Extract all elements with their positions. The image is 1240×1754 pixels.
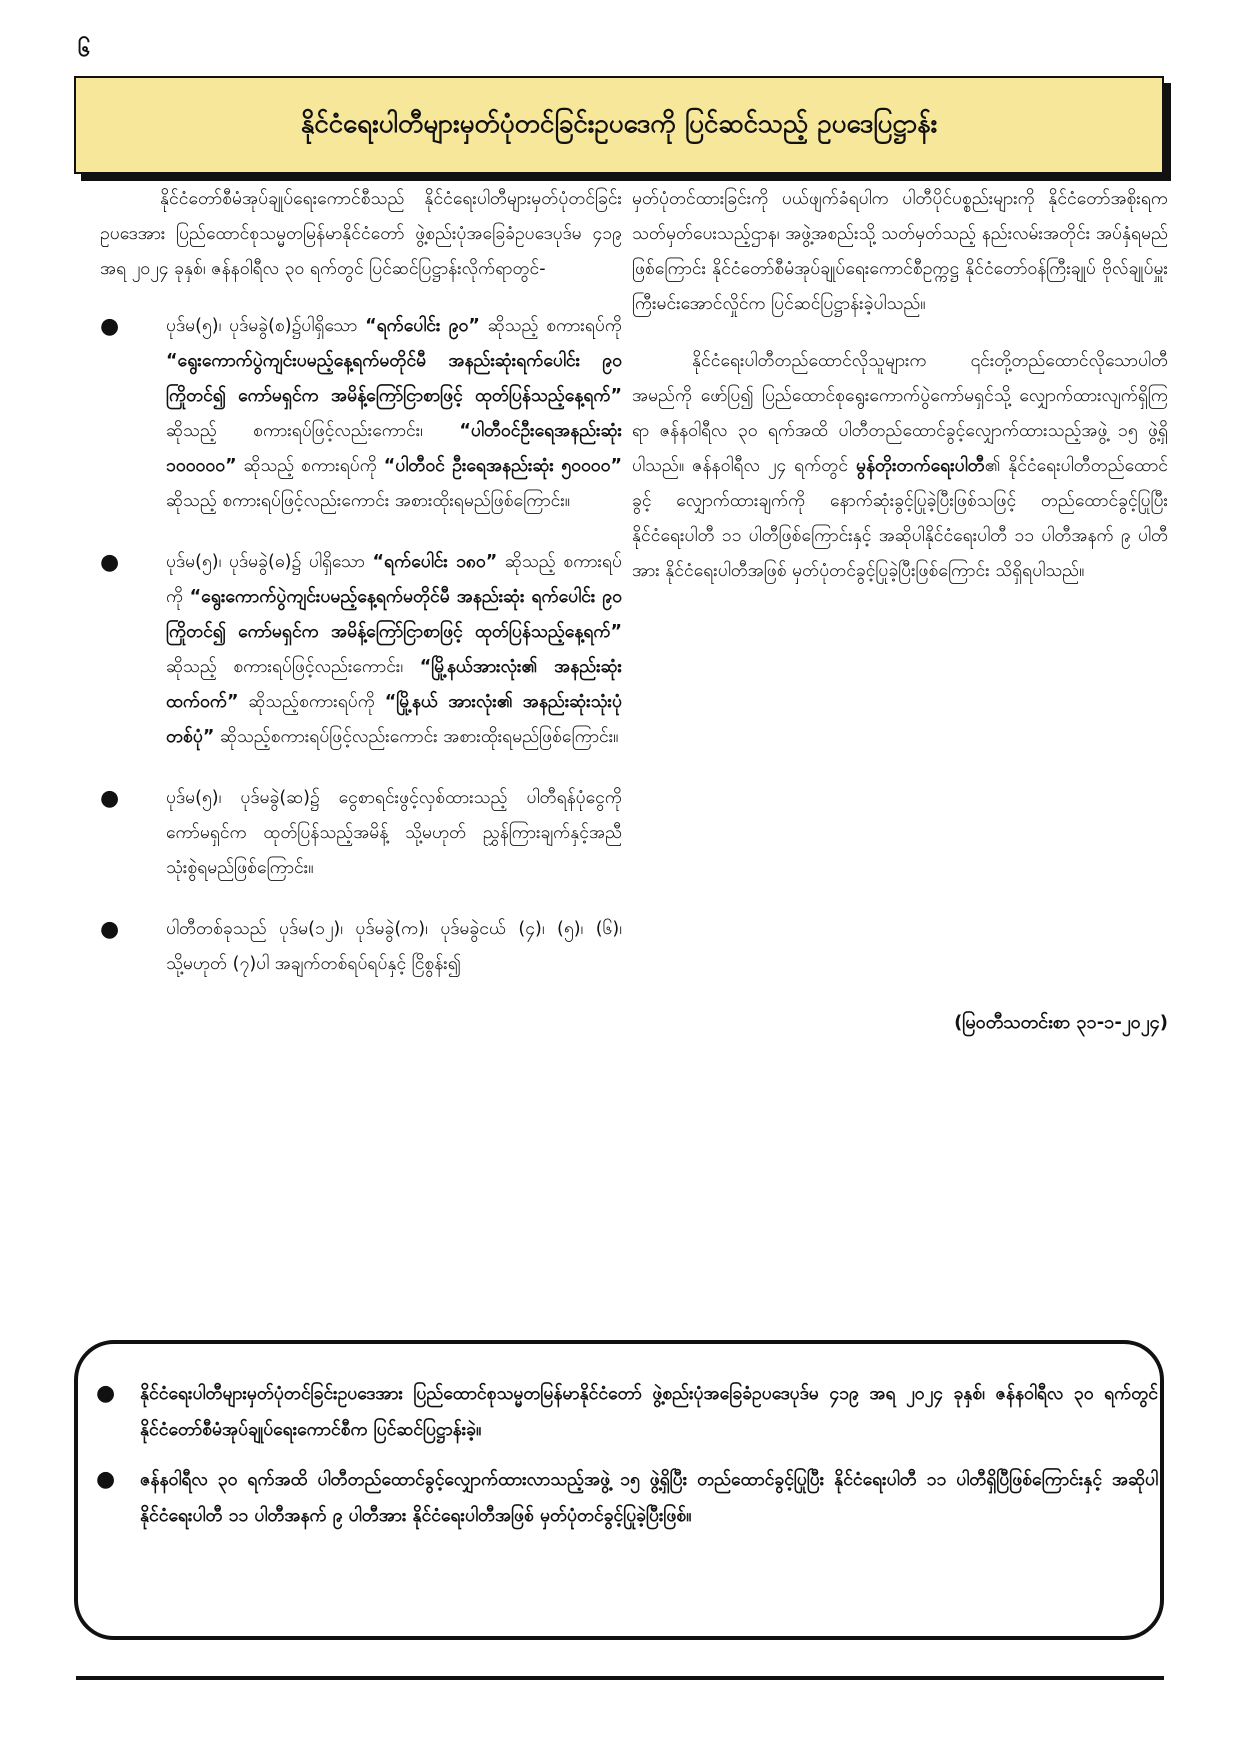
bullet-icon: ● — [100, 786, 120, 811]
summary-text: ဇန်နဝါရီလ ၃၀ ရက်အထိ ပါတီတည်ထောင်ခွင့်လျှောက်ထားလာသည့်အဖွဲ့ ၁၅ ဖွဲ့ရှိပြီး တည်ထောင်ခွင့်ပြုပြီး နိုင်ငံရေးပါတီ ၁၁ ပါတီရှိပြီဖြစ်ကြောင်းနှင့် အဆိုပါနိုင်ငံရေးပါတီ ၁၁ ပါတီအနက် ၉ ပါတီအား နိုင်ငံရေးပါတီအဖြစ် မှတ်ပုံတင်ခွင့်ပြုခဲ့ပြီးဖြစ်။ — [140, 1470, 1158, 1526]
summary-content — [96, 1376, 1158, 1548]
list-emphasis: “ရက်ပေါင်း ၁၈၀” — [372, 552, 498, 572]
list-text: ဆိုသည့်စကားရပ်ဖြင့်လည်းကောင်း အစားထိုးရမည်ဖြစ်ကြောင်း။ — [214, 727, 619, 747]
list-text: ဆိုသည့် စကားရပ်ကို — [236, 456, 384, 476]
summary-item — [96, 1462, 1158, 1534]
list-emphasis: “ပါတီဝင်ဦးရေအနည်းဆုံး ၁၀၀၀၀၀” — [166, 421, 622, 476]
list-emphasis: “ရွေးကောက်ပွဲကျင်းပမည့်နေ့ရက်မတိုင်မီ အနည်းဆုံးရက်ပေါင်း ၉၀ ကြိုတင်၍ ကော်မရှင်က အမိန့်ကြော်ငြာစာဖြင့် ထုတ်ပြန်သည့်နေ့ရက်” — [166, 351, 622, 406]
bullet-icon: ● — [100, 550, 120, 575]
summary-text: နိုင်ငံရေးပါတီများမှတ်ပုံတင်ခြင်းဥပဒေအား ပြည်ထောင်စုသမ္မတမြန်မာနိုင်ငံတော် ဖွဲ့စည်းပုံအခြေခံဥပဒေပုဒ်မ ၄၁၉ အရ ၂၀၂၄ ခုနှစ်၊ ဇန်နဝါရီလ ၃၀ ရက်တွင် နိုင်ငံတော်စီမံအုပ်ချုပ်ရေးကောင်စီက ပြင်ဆင်ပြဋ္ဌာန်းခဲ့။ — [140, 1384, 1158, 1440]
list-item — [100, 545, 622, 755]
list-text: ဆိုသည့် စကားရပ်ကို — [166, 552, 622, 607]
bullet-icon: ● — [96, 1381, 116, 1406]
list-text: ဆိုသည့် စကားရပ်ဖြင့်လည်းကောင်း၊ — [166, 421, 460, 441]
bullet-icon: ● — [100, 314, 120, 339]
list-text: ဆိုသည့် စကားရပ်ကို — [479, 316, 622, 336]
list-item — [100, 781, 622, 886]
list-item — [100, 912, 622, 982]
list-text: ပုဒ်မ(၅)၊ ပုဒ်မခွဲ(ဆ)၌ ငွေစာရင်းဖွင့်လှစ်ထားသည့် ပါတီရန်ပုံငွေကို ကော်မရှင်က ထုတ်ပြန်သည့်အမိန့် သို့မဟုတ် ညွှန်ကြားချက်နှင့်အညီ သုံးစွဲရမည်ဖြစ်ကြောင်း။ — [166, 788, 622, 878]
page-title: နိုင်ငံရေးပါတီများမှတ်ပုံတင်ခြင်းဥပဒေကို ပြင်ဆင်သည့် ဥပဒေပြဋ္ဌာန်း — [300, 108, 938, 139]
list-emphasis: “မြို့နယ်အားလုံး၏ အနည်းဆုံးထက်ဝက်” — [166, 657, 623, 712]
body-paragraph: မှတ်ပုံတင်ထားခြင်းကို ပယ်ဖျက်ခံရပါက ပါတီပိုင်ပစ္စည်းများကို နိုင်ငံတော်အစိုးရက သတ်မှတ်ပေးသည့်ဌာန၊ အဖွဲ့အစည်းသို့ သတ်မှတ်သည့် နည်းလမ်းအတိုင်း အပ်နှံရမည်ဖြစ်ကြောင်း နိုင်ငံတော်စီမံအုပ်ချုပ်ရေးကောင်စီဥက္ကဋ္ဌ နိုင်ငံတော်ဝန်ကြီးချုပ် ဗိုလ်ချုပ်မှူးကြီးမင်းအောင်လှိုင်က ပြင်ဆင်ပြဋ္ဌာန်းခဲ့ပါသည်။ — [632, 189, 1168, 314]
body-paragraph — [632, 344, 1168, 589]
body-text: နိုင်ငံရေးပါတီတည်ထောင်လိုသူများက ၎င်းတို့တည်ထောင်လိုသောပါတီအမည်ကို ဖော်ပြ၍ ပြည်ထောင်စုရွေးကောက်ပွဲကော်မရှင်သို့ လျှောက်ထားလျက်ရှိကြရာ ဇန်နဝါရီလ ၃၀ ရက်အထိ ပါတီတည်ထောင်ခွင့်လျှောက်ထားသည့်အဖွဲ့ ၁၅ ဖွဲ့ရှိပါသည်။ ဇန်နဝါရီလ ၂၄ ရက်တွင် — [632, 351, 1168, 476]
list-emphasis: “ပါတီဝင် ဦးရေအနည်းဆုံး ၅၀၀၀၀” — [383, 456, 622, 476]
list-text: ပုဒ်မ(၅)၊ ပုဒ်မခွဲ(စ)၌ပါရှိသော — [166, 316, 366, 336]
bullet-icon: ● — [96, 1467, 116, 1492]
bullet-icon: ● — [100, 917, 120, 942]
summary-item — [96, 1376, 1158, 1448]
list-text: ဆိုသည့် စကားရပ်ဖြင့်လည်းကောင်း အစားထိုးရမည်ဖြစ်ကြောင်း။ — [166, 491, 571, 511]
bottom-divider — [76, 1676, 1164, 1680]
list-text: ဆိုသည့်စကားရပ်ကို — [238, 692, 385, 712]
intro-paragraph: နိုင်ငံတော်စီမံအုပ်ချုပ်ရေးကောင်စီသည် နိုင်ငံရေးပါတီများမှတ်ပုံတင်ခြင်းဥပဒေအား ပြည်ထောင်စုသမ္မတမြန်မာနိုင်ငံတော် ဖွဲ့စည်းပုံအခြေခံဥပဒေပုဒ်မ ၄၁၉ အရ ၂၀၂၄ ခုနှစ်၊ ဇန်နဝါရီလ ၃၀ ရက်တွင် ပြင်ဆင်ပြဋ္ဌာန်းလိုက်ရာတွင်- — [100, 189, 622, 279]
left-column — [100, 182, 622, 1008]
source-citation: (မြဝတီသတင်းစာ ၃၁-၁-၂၀၂၄) — [954, 1012, 1168, 1033]
right-column — [632, 182, 1168, 611]
list-text: ပုဒ်မ(၅)၊ ပုဒ်မခွဲ(ဓ)၌ ပါရှိသော — [166, 552, 373, 572]
list-text: ဆိုသည့် စကားရပ်ဖြင့်လည်းကောင်း၊ — [166, 657, 420, 677]
list-item — [100, 309, 622, 519]
party-name: မွန်တိုးတက်ရေးပါတီ — [855, 456, 985, 476]
list-emphasis: “ရက်ပေါင်း ၉၀” — [365, 316, 480, 336]
body-text: ၏ နိုင်ငံရေးပါတီတည်ထောင်ခွင့် လျှောက်ထားချက်ကို နောက်ဆုံးခွင့်ပြုခဲ့ပြီးဖြစ်သဖြင့် တည်ထောင်ခွင့်ပြုပြီး နိုင်ငံရေးပါတီ ၁၁ ပါတီဖြစ်ကြောင်းနှင့် အဆိုပါနိုင်ငံရေးပါတီ ၁၁ ပါတီအနက် ၉ ပါတီအား နိုင်ငံရေးပါတီအဖြစ် မှတ်ပုံတင်ခွင့်ပြုခဲ့ပြီးဖြစ်ကြောင်း သိရှိရပါသည်။ — [632, 456, 1168, 581]
page-number: ၆ — [78, 37, 91, 62]
list-emphasis: “မြို့နယ် အားလုံး၏ အနည်းဆုံးသုံးပုံတစ်ပုံ” — [166, 692, 622, 747]
list-text: ပါတီတစ်ခုသည် ပုဒ်မ(၁၂)၊ ပုဒ်မခွဲ(က)၊ ပုဒ်မခွဲငယ် (၄)၊ (၅)၊ (၆)၊ သို့မဟုတ် (၇)ပါ အချက်တစ်ရပ်ရပ်နှင့် ငြိစွန်း၍ — [166, 919, 622, 974]
title-banner — [74, 76, 1164, 174]
list-emphasis: “ရွေးကောက်ပွဲကျင်းပမည့်နေ့ရက်မတိုင်မီ အနည်းဆုံး ရက်ပေါင်း ၉၀ ကြိုတင်၍ ကော်မရှင်က အမိန့်ကြော်ငြာစာဖြင့် ထုတ်ပြန်သည့်နေ့ရက်” — [166, 587, 622, 642]
